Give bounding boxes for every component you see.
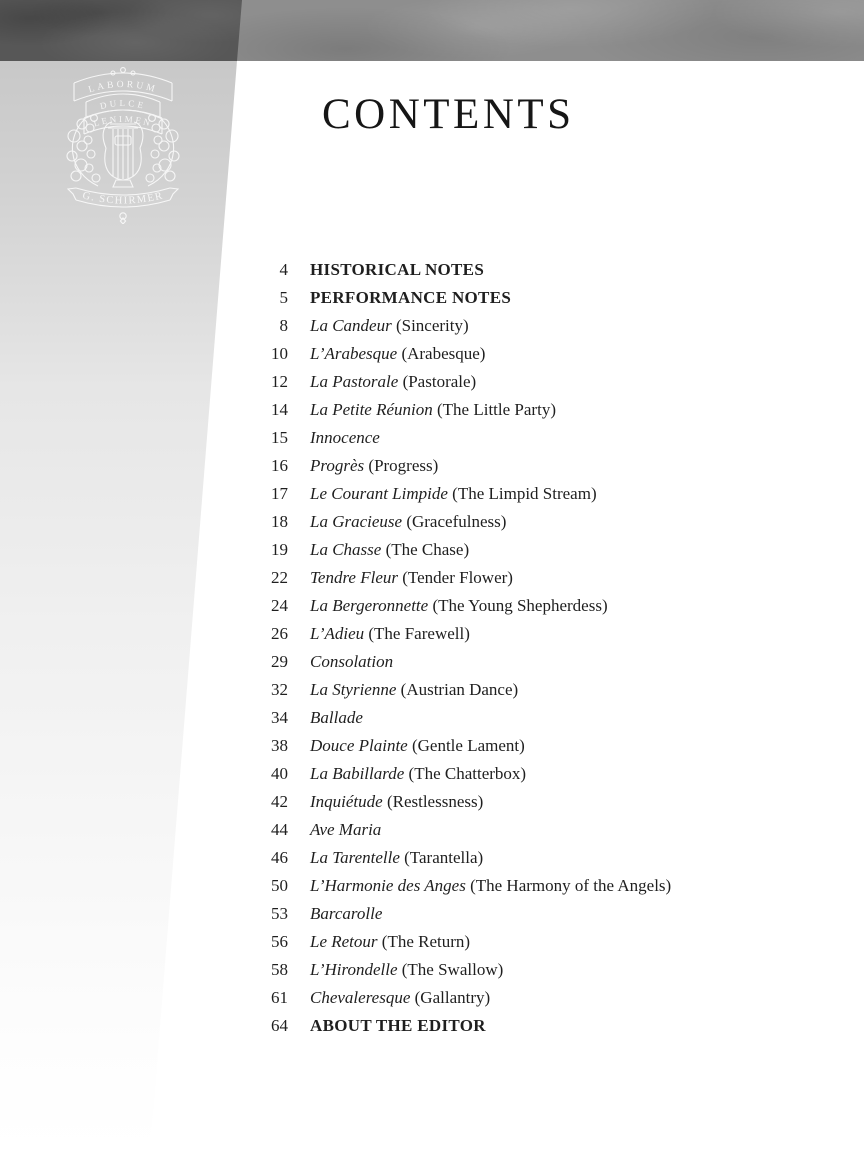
toc-title: Douce Plainte bbox=[310, 736, 408, 755]
toc-entry bbox=[0, 480, 740, 508]
toc-subtitle: (Restlessness) bbox=[382, 792, 484, 811]
toc-page-number: 18 bbox=[271, 512, 288, 531]
toc-page-number: 22 bbox=[271, 568, 288, 587]
logo-banner2-text: DULCE bbox=[98, 97, 148, 112]
toc-subtitle: (The Little Party) bbox=[432, 400, 556, 419]
toc-page-number: 53 bbox=[271, 904, 288, 923]
toc-subtitle: (Tender Flower) bbox=[398, 568, 513, 587]
toc-title: La Chasse bbox=[310, 540, 382, 559]
toc-title: Consolation bbox=[310, 652, 394, 671]
publisher-crest-icon bbox=[48, 66, 198, 224]
toc-title: La Bergeronnette bbox=[310, 596, 429, 615]
toc-page-number: 64 bbox=[271, 1016, 288, 1035]
toc-entry-title bbox=[310, 844, 483, 872]
toc-entry bbox=[0, 788, 740, 816]
toc-subtitle: (Gallantry) bbox=[410, 988, 491, 1007]
toc-entry-title bbox=[310, 788, 483, 816]
toc-title: Progrès bbox=[310, 456, 365, 475]
toc-entry-title bbox=[310, 620, 470, 648]
toc-entry-title bbox=[310, 704, 363, 732]
toc-page-number: 42 bbox=[271, 792, 288, 811]
toc-page-number: 32 bbox=[271, 680, 288, 699]
toc-title: ABOUT THE EDITOR bbox=[310, 1016, 486, 1035]
toc-entry bbox=[0, 704, 740, 732]
toc-entry bbox=[0, 452, 740, 480]
toc-title: Innocence bbox=[310, 428, 380, 447]
toc-subtitle: (The Young Shepherdess) bbox=[428, 596, 608, 615]
logo-banner3-text: LENIMEN bbox=[92, 113, 154, 129]
toc-page-number: 24 bbox=[271, 596, 288, 615]
toc-entry bbox=[0, 1012, 740, 1040]
toc-subtitle: (Sincerity) bbox=[391, 316, 469, 335]
toc-entry-title bbox=[310, 648, 393, 676]
toc-entry-title bbox=[310, 368, 476, 396]
toc-subtitle: (Austrian Dance) bbox=[396, 680, 519, 699]
toc-entry-title bbox=[310, 1012, 486, 1040]
logo-banner1-text: LABORUM bbox=[87, 79, 159, 96]
page-title: CONTENTS bbox=[322, 91, 575, 138]
toc-entry-title bbox=[310, 536, 469, 564]
toc-page-number: 44 bbox=[271, 820, 288, 839]
toc-subtitle: (Tarantella) bbox=[399, 848, 484, 867]
toc-list bbox=[0, 256, 740, 1040]
toc-entry bbox=[0, 368, 740, 396]
toc-entry bbox=[0, 760, 740, 788]
toc-subtitle: (The Limpid Stream) bbox=[447, 484, 597, 503]
toc-title: L’Harmonie des Anges bbox=[310, 876, 466, 895]
toc-page-number: 5 bbox=[279, 288, 288, 307]
toc-entry-title bbox=[310, 452, 438, 480]
toc-page-number: 40 bbox=[271, 764, 288, 783]
toc-subtitle: (The Farewell) bbox=[364, 624, 470, 643]
toc-entry bbox=[0, 844, 740, 872]
toc-subtitle: (The Chase) bbox=[381, 540, 470, 559]
toc-title: Ave Maria bbox=[310, 820, 382, 839]
toc-entry-title bbox=[310, 676, 518, 704]
toc-page-number: 58 bbox=[271, 960, 288, 979]
toc-entry-title bbox=[310, 956, 503, 984]
toc-entry bbox=[0, 956, 740, 984]
toc-subtitle: (The Swallow) bbox=[397, 960, 504, 979]
toc-subtitle: (The Return) bbox=[377, 932, 471, 951]
toc-entry bbox=[0, 620, 740, 648]
toc-page-number: 10 bbox=[271, 344, 288, 363]
svg-text:DULCE bbox=[99, 98, 147, 111]
toc-entry bbox=[0, 256, 740, 284]
header-band-dark-corner bbox=[0, 0, 247, 61]
toc-entry bbox=[0, 648, 740, 676]
toc-entry bbox=[0, 396, 740, 424]
toc-title: Tendre Fleur bbox=[310, 568, 398, 587]
toc-page-number: 17 bbox=[271, 484, 288, 503]
toc-entry bbox=[0, 872, 740, 900]
toc-page-number: 8 bbox=[279, 316, 288, 335]
toc-page-number: 16 bbox=[271, 456, 288, 475]
toc-entry bbox=[0, 312, 740, 340]
toc-entry bbox=[0, 536, 740, 564]
toc-title: La Gracieuse bbox=[310, 512, 403, 531]
toc-entry-title bbox=[310, 732, 525, 760]
toc-page-number: 61 bbox=[271, 988, 288, 1007]
publisher-logo bbox=[48, 66, 198, 224]
toc-page-number: 46 bbox=[271, 848, 288, 867]
toc-entry-title bbox=[310, 396, 556, 424]
toc-title: Barcarolle bbox=[310, 904, 383, 923]
toc-entry-title bbox=[310, 340, 485, 368]
toc-title: La Babillarde bbox=[310, 764, 405, 783]
toc-entry bbox=[0, 340, 740, 368]
toc-subtitle: (Pastorale) bbox=[398, 372, 477, 391]
toc-title: Le Retour bbox=[310, 932, 378, 951]
toc-page-number: 29 bbox=[271, 652, 288, 671]
toc-entry bbox=[0, 732, 740, 760]
toc-title: La Tarentelle bbox=[310, 848, 400, 867]
toc-entry-title bbox=[310, 564, 513, 592]
toc-entry bbox=[0, 900, 740, 928]
toc-entry-title bbox=[310, 760, 526, 788]
toc-page-number: 38 bbox=[271, 736, 288, 755]
toc-subtitle: (Gracefulness) bbox=[402, 512, 507, 531]
toc-entry bbox=[0, 564, 740, 592]
toc-title: Le Courant Limpide bbox=[310, 484, 448, 503]
toc-entry-title bbox=[310, 592, 608, 620]
toc-page-number: 50 bbox=[271, 876, 288, 895]
toc-entry-title bbox=[310, 928, 470, 956]
toc-entry-title bbox=[310, 256, 484, 284]
logo-ribbon-text: G. SCHIRMER bbox=[81, 190, 165, 207]
toc-page-number: 15 bbox=[271, 428, 288, 447]
toc-title: L’Hirondelle bbox=[310, 960, 398, 979]
toc-page-number: 34 bbox=[271, 708, 288, 727]
toc-entry-title bbox=[310, 984, 490, 1012]
toc-entry-title bbox=[310, 480, 597, 508]
toc-page-number: 56 bbox=[271, 932, 288, 951]
toc-entry-title bbox=[310, 872, 671, 900]
toc-entry bbox=[0, 816, 740, 844]
toc-title: La Pastorale bbox=[310, 372, 399, 391]
toc-entry-title bbox=[310, 312, 469, 340]
toc-entry bbox=[0, 676, 740, 704]
svg-text:LABORUM bbox=[87, 80, 158, 95]
toc-subtitle: (The Harmony of the Angels) bbox=[465, 876, 672, 895]
toc-entry bbox=[0, 592, 740, 620]
toc-page-number: 19 bbox=[271, 540, 288, 559]
toc-title: Chevaleresque bbox=[310, 988, 411, 1007]
toc-entry-title bbox=[310, 816, 381, 844]
toc-title: La Petite Réunion bbox=[310, 400, 433, 419]
toc-title: Ballade bbox=[310, 708, 363, 727]
toc-subtitle: (Arabesque) bbox=[397, 344, 486, 363]
toc-page-number: 14 bbox=[271, 400, 288, 419]
toc-page-number: 4 bbox=[279, 260, 288, 279]
toc-entry-title bbox=[310, 508, 506, 536]
toc-entry-title bbox=[310, 424, 380, 452]
toc-entry bbox=[0, 508, 740, 536]
toc-page-number: 26 bbox=[271, 624, 288, 643]
toc-title: L’Adieu bbox=[310, 624, 365, 643]
toc-subtitle: (The Chatterbox) bbox=[404, 764, 527, 783]
toc-entry bbox=[0, 984, 740, 1012]
toc-title: L’Arabesque bbox=[310, 344, 398, 363]
toc-page-number: 12 bbox=[271, 372, 288, 391]
toc-entry bbox=[0, 928, 740, 956]
toc-title: La Styrienne bbox=[310, 680, 397, 699]
toc-entry-title bbox=[310, 284, 511, 312]
toc-subtitle: (Progress) bbox=[364, 456, 439, 475]
toc-title: PERFORMANCE NOTES bbox=[310, 288, 512, 307]
toc-title: Inquiétude bbox=[310, 792, 383, 811]
toc-subtitle: (Gentle Lament) bbox=[407, 736, 525, 755]
toc-title: La Candeur bbox=[310, 316, 392, 335]
toc-title: HISTORICAL NOTES bbox=[310, 260, 485, 279]
toc-entry bbox=[0, 424, 740, 452]
toc-entry bbox=[0, 284, 740, 312]
toc-entry-title bbox=[310, 900, 382, 928]
